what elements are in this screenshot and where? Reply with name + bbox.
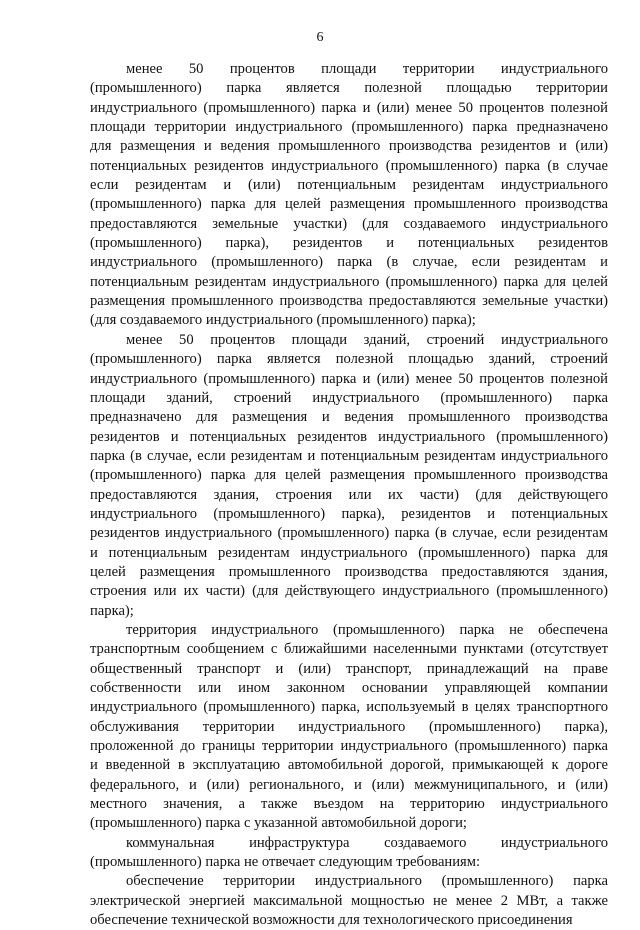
page-number: 6	[316, 30, 324, 45]
text-line: размещения промышленного производства предоставляются земельные участки)	[90, 293, 608, 310]
text-line: обеспечение территории индустриального (промышленного) парка	[126, 873, 608, 890]
text-line: обеспечение технической возможности для технологического присоединения	[90, 912, 573, 929]
text-line: общественный транспорт и (или) транспорт, принадлежащий на праве	[90, 660, 608, 677]
text-line: менее 50 процентов площади территории индустриального	[126, 61, 608, 77]
text-line: индустриального (промышленного) парка), резидентов и потенциальных	[90, 505, 608, 522]
text-line: если резидентам и (или) потенциальным резидентам индустриального	[90, 177, 608, 194]
text-line: парка);	[90, 602, 134, 619]
text-line: собственности или ином законном основании управляющей компании	[90, 680, 608, 696]
text-line: электрической энергией максимальной мощностью не менее 2 МВт, а также	[90, 892, 608, 909]
text-line: (промышленного) парка является полезной площадью зданий, строений	[90, 351, 608, 368]
text-line: (промышленного) парка является полезной площадью территории	[90, 80, 608, 97]
text-line: (для создаваемого индустриального (промышленного) парка);	[90, 312, 476, 329]
text-line: предоставляются здания, строения или их части) (для действующего	[90, 486, 608, 503]
text-line: менее 50 процентов площади зданий, строений индустриального	[126, 331, 608, 348]
text-line: площади территории индустриального (промышленного) парка предназначено	[90, 119, 608, 136]
text-line: для размещения и ведения промышленного производства резидентов и (или)	[90, 138, 608, 155]
text-line: федерального, и (или) регионального, и (или) межмуниципального, и (или)	[90, 776, 608, 793]
text-line: индустриального (промышленного) парка (в случае, если резидентам и	[90, 254, 608, 271]
text-line: резидентов индустриального (промышленного) парка (в случае, если резидентам	[90, 525, 608, 542]
text-line: целей размещения промышленного производства предоставляются здания,	[90, 563, 608, 580]
text-line: обслуживания территории индустриального (промышленного) парка),	[90, 718, 608, 735]
text-line: проложенной до границы территории индустриального (промышленного) парка	[90, 738, 608, 755]
paragraph	[90, 621, 608, 834]
text-line: резидентов и потенциальных резидентов индустриального (промышленного)	[90, 428, 608, 445]
text-line: (промышленного) парка не отвечает следующим требованиям:	[90, 854, 481, 871]
text-line: (промышленного) парка), резидентов и потенциальных резидентов	[90, 235, 608, 252]
document-body	[90, 60, 608, 930]
text-line: транспортным сообщением с ближайшими населенными пунктами (отсутствует	[90, 641, 608, 658]
paragraph	[90, 872, 608, 930]
paragraph	[90, 331, 608, 621]
text-line: потенциальным резидентам индустриального (промышленного) парка для целей	[90, 273, 608, 290]
text-line: предоставляются земельные участки) (для создаваемого индустриального	[90, 215, 608, 232]
text-line: и потенциальным резидентам индустриального (промышленного) парка для	[90, 544, 608, 561]
text-line: (промышленного) парка с указанной автомобильной дороги;	[90, 815, 467, 832]
paragraph	[90, 834, 608, 873]
text-line: индустриального (промышленного) парка, используемый в целях транспортного	[90, 699, 608, 716]
text-line: территория индустриального (промышленного) парка не обеспечена	[126, 621, 608, 638]
text-line: коммунальная инфраструктура создаваемого индустриального	[126, 834, 608, 851]
text-line: индустриального (промышленного) парка и (или) менее 50 процентов полезной	[90, 370, 608, 387]
text-line: (промышленного) парка для целей размещения промышленного производства	[90, 196, 608, 213]
text-line: строения или их части) (для действующего индустриального (промышленного)	[90, 583, 608, 600]
text-line: и введенной в эксплуатацию автомобильной дорогой, примыкающей к дороге	[90, 757, 608, 774]
text-line: предназначено для размещения и ведения промышленного производства	[90, 409, 608, 426]
paragraph	[90, 60, 608, 331]
text-line: площади зданий, строений индустриального (промышленного) парка	[90, 389, 608, 406]
text-line: потенциальных резидентов индустриального (промышленного) парка (в случае	[90, 157, 608, 174]
text-line: местного значения, а также въездом на территорию индустриального	[90, 796, 608, 813]
text-line: индустриального (промышленного) парка и (или) менее 50 процентов полезной	[90, 99, 608, 116]
text-line: (промышленного) парка для целей размещения промышленного производства	[90, 467, 608, 484]
text-line: парка (в случае, если резидентам и потенциальным резидентам индустриального	[90, 447, 608, 464]
